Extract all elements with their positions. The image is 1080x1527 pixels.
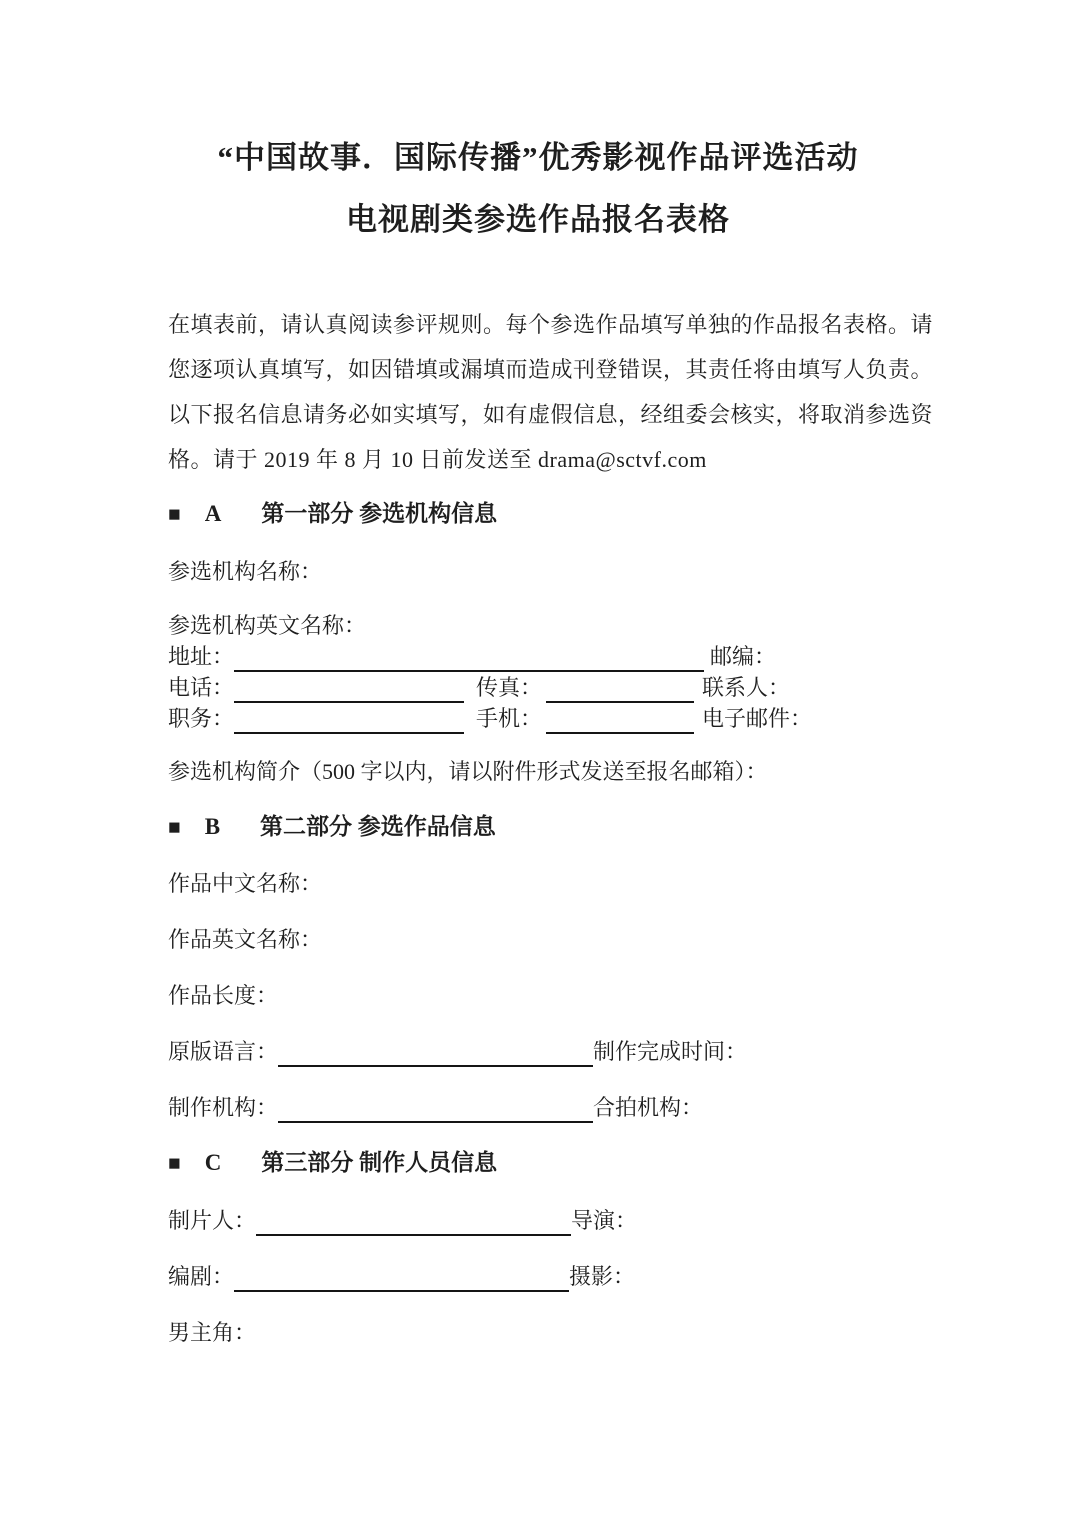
production-org-blank-line <box>278 1097 593 1123</box>
mobile-blank-line <box>546 708 694 734</box>
original-language-blank-line <box>278 1041 593 1067</box>
org-intro-label: 参选机构简介（500 字以内，请以附件形式发送至报名邮箱）： <box>168 759 768 784</box>
address-blank-line <box>234 646 704 672</box>
field-production-row <box>168 1092 908 1123</box>
org-name-en-label: 参选机构英文名称： <box>168 613 367 638</box>
contact-label: 联系人： <box>702 675 791 700</box>
section-b-title: 第二部分 参选作品信息 <box>260 814 496 839</box>
document-title-line2: 电视剧类参选作品报名表格 <box>346 202 730 237</box>
field-work-name-cn <box>168 868 908 899</box>
field-position-row <box>168 703 908 734</box>
field-org-name <box>168 556 908 587</box>
phone-label: 电话： <box>168 675 235 700</box>
section-b-heading <box>168 811 908 843</box>
lead-actor-label: 男主角： <box>168 1320 257 1345</box>
section-a-heading <box>168 498 908 530</box>
field-screenwriter-row <box>168 1261 908 1292</box>
cinematographer-label: 摄影： <box>569 1264 636 1289</box>
mobile-label: 手机： <box>476 706 543 731</box>
document-title-line1: “中国故事．国际传播”优秀影视作品评选活动 <box>217 140 859 175</box>
intro-line-4: 格。请于 2019 年 8 月 10 日前发送至 drama@sctvf.com <box>168 447 707 472</box>
original-language-label: 原版语言： <box>168 1039 279 1064</box>
field-org-intro <box>168 756 908 787</box>
field-work-length <box>168 980 908 1011</box>
section-a-marker-icon: ■ <box>168 502 181 526</box>
intro-line-1: 在填表前，请认真阅读参评规则。每个参选作品填写单独的作品报名表格。请 <box>168 312 934 337</box>
position-blank-line <box>234 708 464 734</box>
section-c-heading <box>168 1147 908 1179</box>
field-work-name-en <box>168 924 908 955</box>
section-b-letter: B <box>204 814 221 839</box>
director-label: 导演： <box>571 1208 638 1233</box>
completion-time-label: 制作完成时间： <box>593 1039 748 1064</box>
fax-blank-line <box>546 677 694 703</box>
work-name-en-label: 作品英文名称： <box>168 927 323 952</box>
section-c-title: 第三部分 制作人员信息 <box>261 1150 498 1175</box>
screenwriter-blank-line <box>234 1266 569 1292</box>
production-org-label: 制作机构： <box>168 1095 279 1120</box>
org-name-label: 参选机构名称： <box>168 559 323 584</box>
coproduction-org-label: 合拍机构： <box>593 1095 704 1120</box>
intro-line-2: 您逐项认真填写，如因错填或漏填而造成刊登错误，其责任将由填写人负责。 <box>168 357 934 382</box>
section-a-letter: A <box>204 501 222 526</box>
producer-label: 制片人： <box>168 1208 257 1233</box>
work-name-cn-label: 作品中文名称： <box>168 871 323 896</box>
field-lead-actor <box>168 1317 908 1348</box>
section-c-letter: C <box>204 1150 222 1175</box>
work-length-label: 作品长度： <box>168 983 279 1008</box>
fax-label: 传真： <box>476 675 543 700</box>
address-label: 地址： <box>168 644 235 669</box>
phone-blank-line <box>234 677 464 703</box>
intro-line-3: 以下报名信息请务必如实填写，如有虚假信息，经组委会核实，将取消参选资 <box>168 402 934 427</box>
section-b-marker-icon: ■ <box>168 815 181 839</box>
field-producer-row <box>168 1205 908 1236</box>
screenwriter-label: 编剧： <box>168 1264 235 1289</box>
field-phone-row <box>168 672 908 703</box>
section-a-title: 第一部分 参选机构信息 <box>261 501 498 526</box>
producer-blank-line <box>256 1210 571 1236</box>
email-label: 电子邮件： <box>702 706 813 731</box>
section-c-marker-icon: ■ <box>168 1151 181 1175</box>
position-label: 职务： <box>168 706 235 731</box>
intro-paragraph <box>168 302 934 482</box>
postcode-label: 邮编： <box>710 644 777 669</box>
field-address-row <box>168 641 908 672</box>
field-org-name-en <box>168 610 908 641</box>
field-language-row <box>168 1036 908 1067</box>
